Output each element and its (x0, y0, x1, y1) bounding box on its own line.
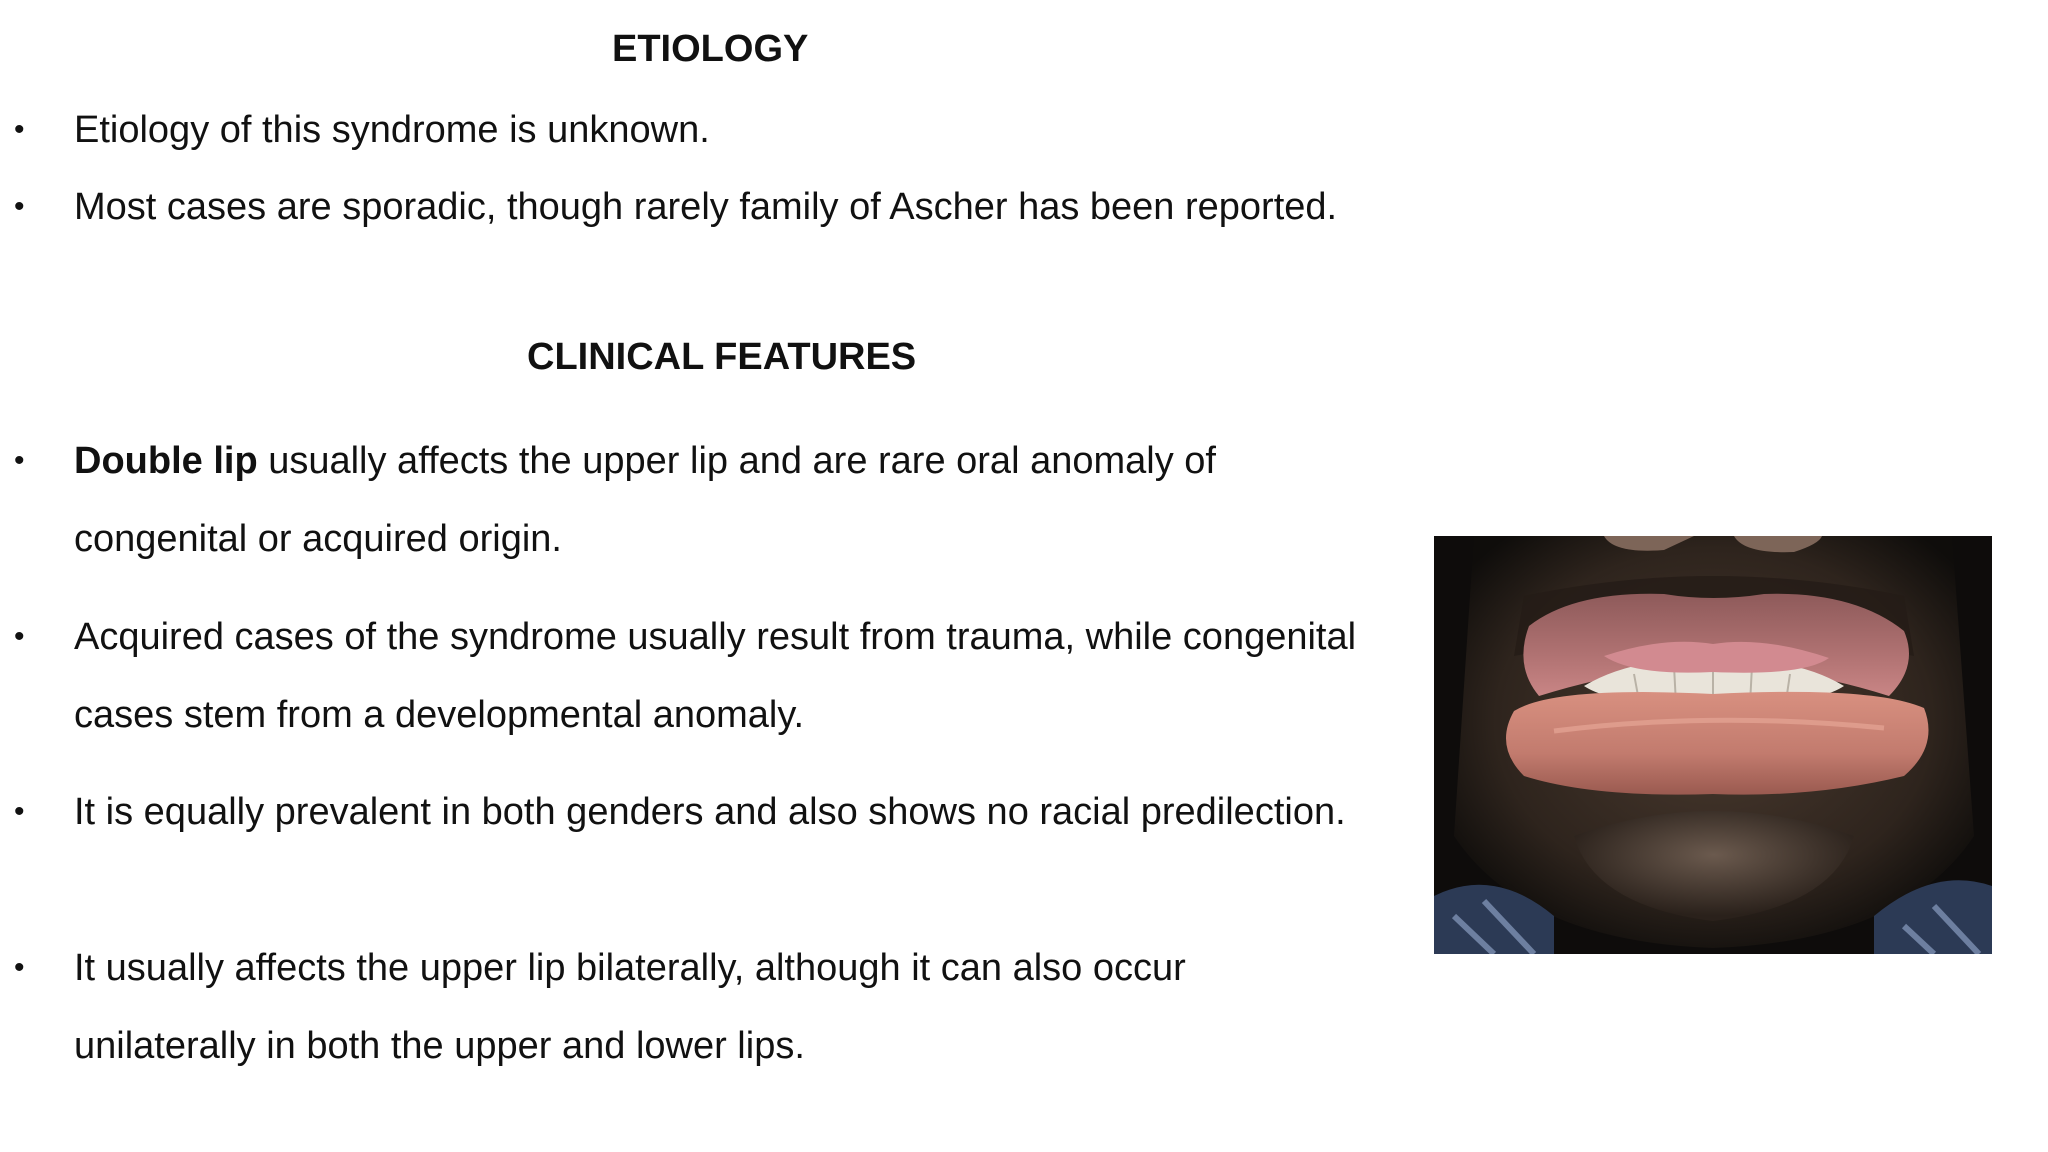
bullet-dot: • (14, 795, 25, 828)
bullet-text: It is equally prevalent in both genders and also shows no racial predilection. (74, 791, 1346, 833)
double-lip-photo (1434, 536, 1992, 954)
bullet-dot: • (14, 620, 25, 653)
bold-term: Double lip (74, 440, 258, 482)
double-lip-photo-illustration (1434, 536, 1992, 954)
bullet-dot: • (14, 444, 25, 477)
bullet-dot: • (14, 113, 25, 146)
bullet-text: Etiology of this syndrome is unknown. (74, 109, 710, 151)
bullet-text (74, 422, 1374, 578)
bullet-text: Acquired cases of the syndrome usually result from trauma, while congenital cases stem from a developmental anomaly. (74, 616, 1357, 736)
etiology-heading: ETIOLOGY (612, 28, 809, 70)
bullet-text: It usually affects the upper lip bilaterally, although it can also occur unilaterally in both the upper and lower lips. (74, 947, 1186, 1067)
clinical-features-heading: CLINICAL FEATURES (527, 336, 917, 378)
bullet-text-rest: usually affects the upper lip and are rare oral anomaly of congenital or acquired origin. (74, 440, 1216, 560)
bullet-dot: • (14, 190, 25, 223)
bullet-text: Most cases are sporadic, though rarely family of Ascher has been reported. (74, 186, 1338, 228)
bullet-dot: • (14, 951, 25, 984)
